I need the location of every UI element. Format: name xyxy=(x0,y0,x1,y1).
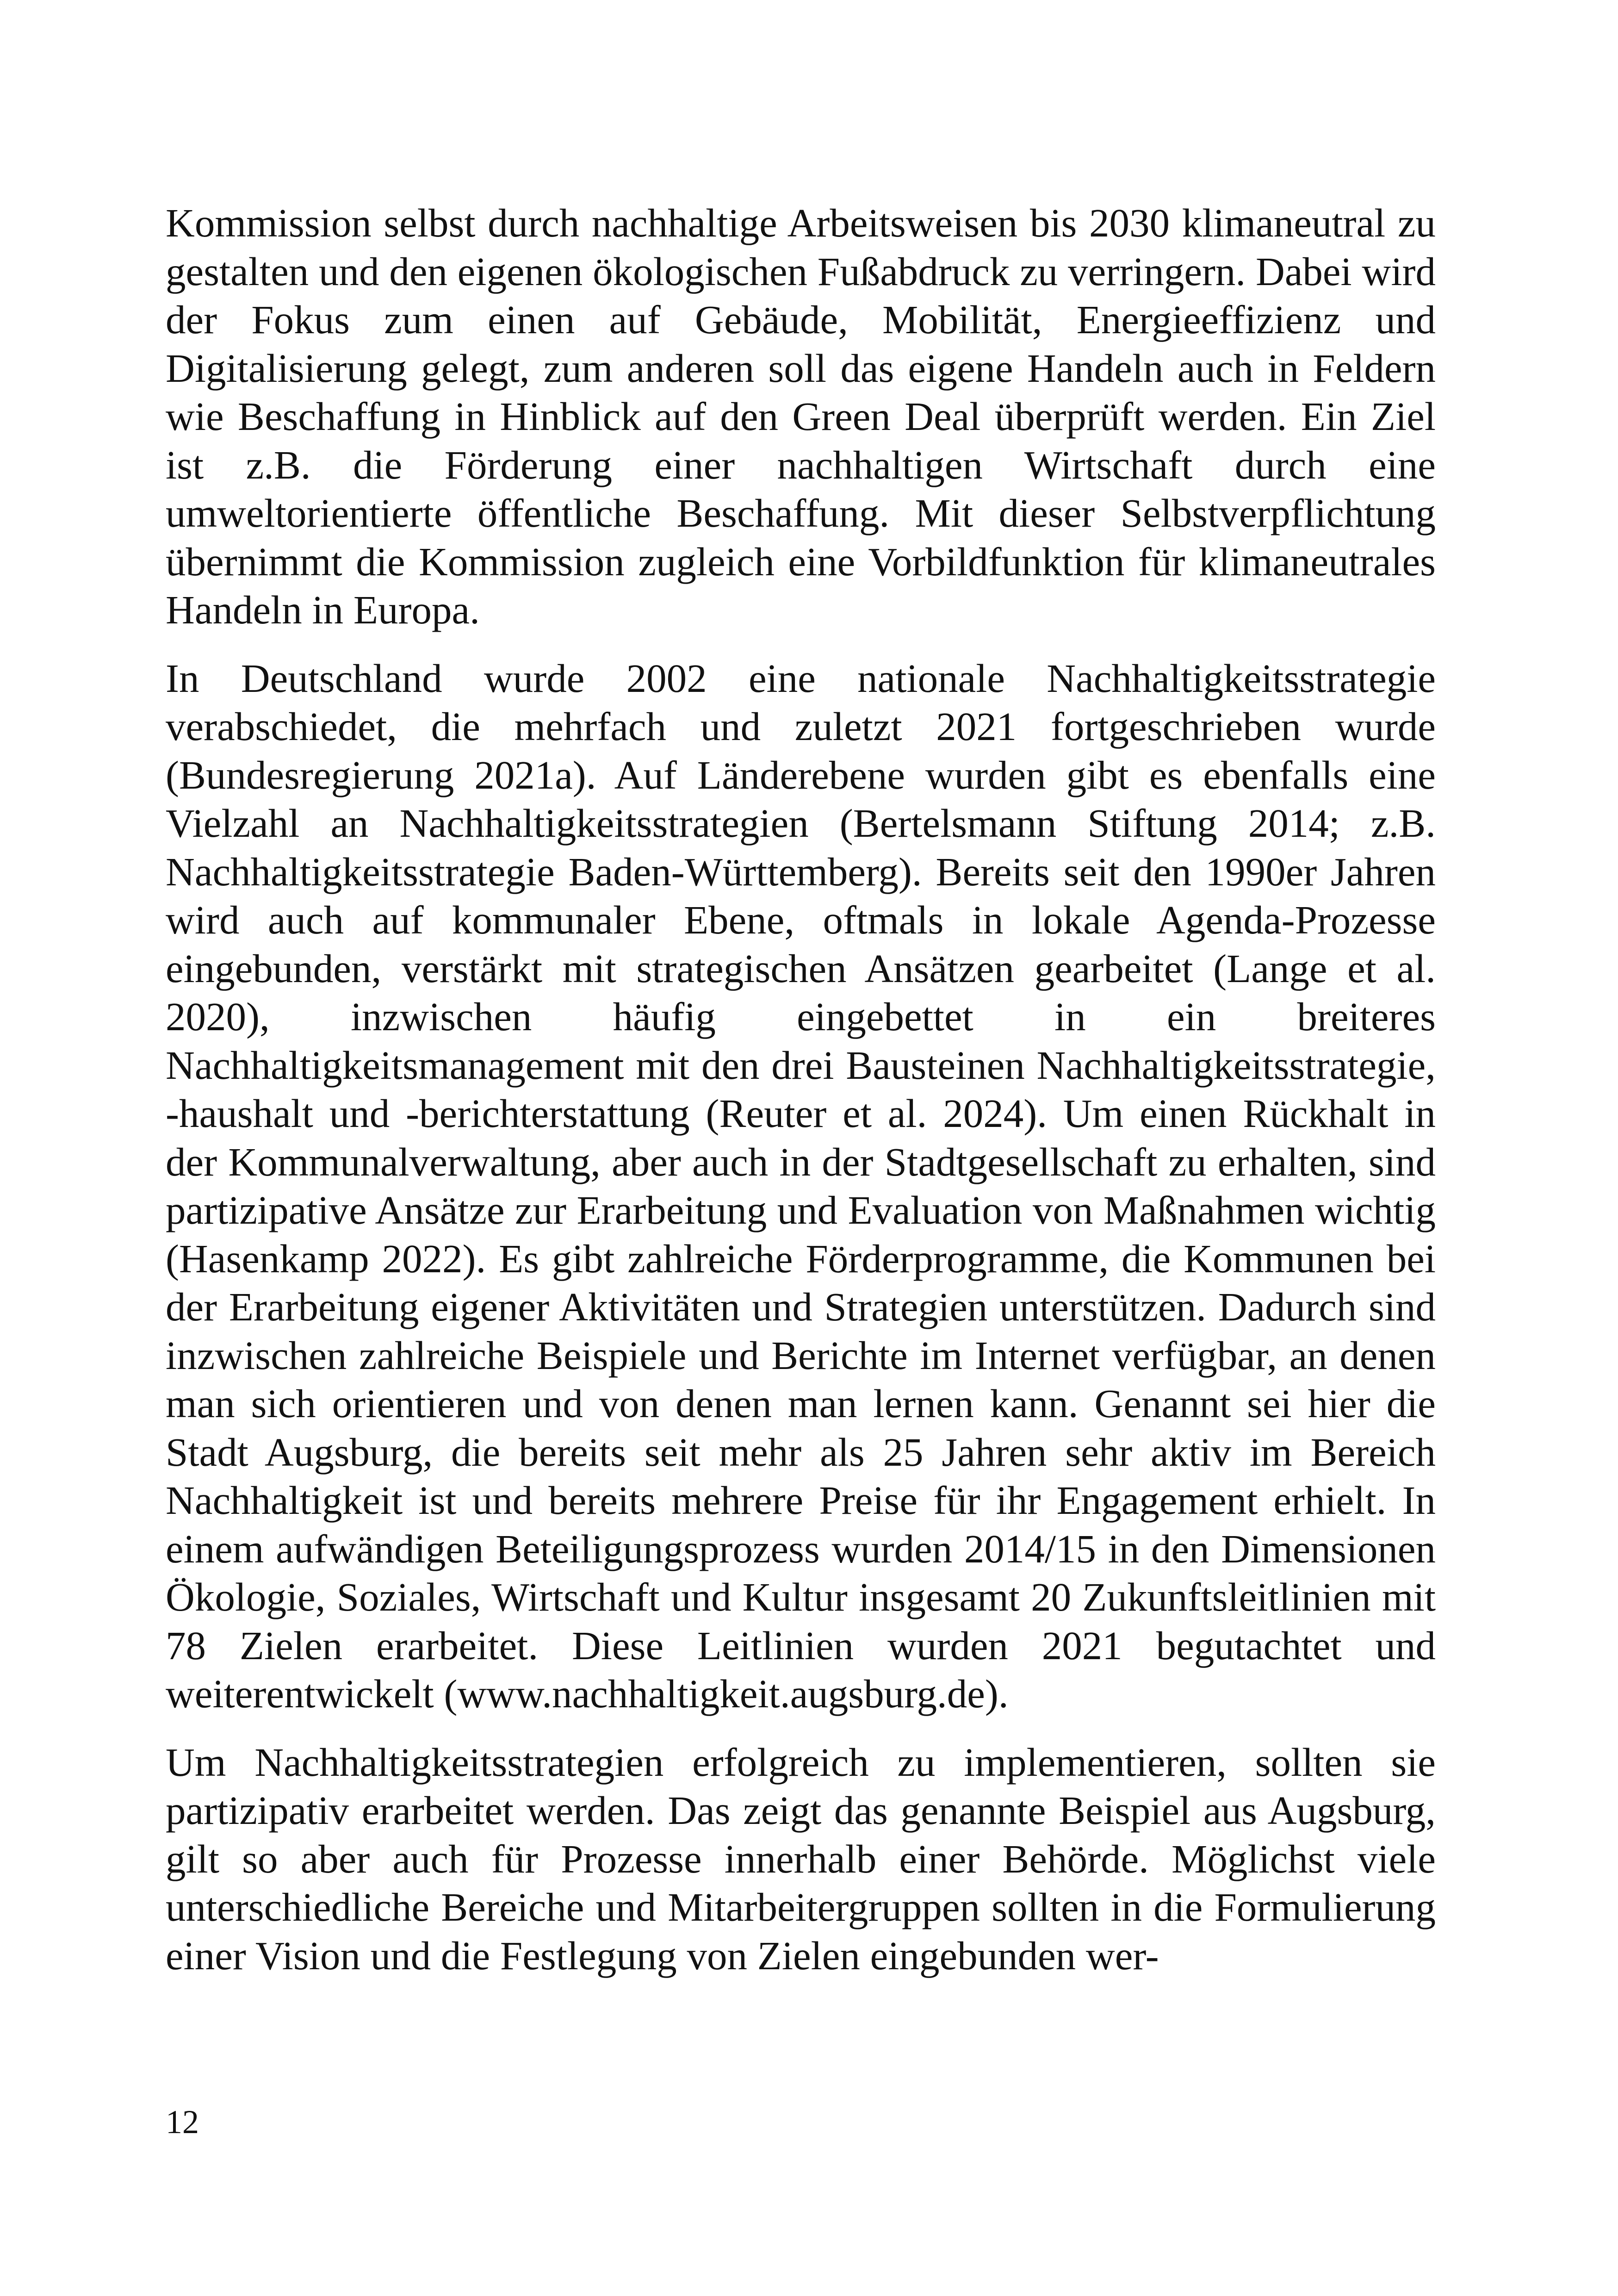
paragraph-germany-strategy: In Deutschland wurde 2002 eine nationale Nachhaltigkeitsstrategie verabschiedet, die mehrfach und zuletzt 2021 fortgeschrieben wurde (Bundesregierung 2021a). Auf Länderebene wurden gibt es ebenfalls eine Vielzahl an Nachhaltigkeitsstrategien (Bertelsmann Stiftung 2014; z.B. Nachhaltigkeitsstrategie Baden-Württemberg). Bereits seit den 1990er Jahren wird auch auf kommunaler Ebene, oftmals in lokale Agenda-Prozesse eingebunden, verstärkt mit strategischen Ansätzen gearbeitet (Lange et al. 2020), inzwischen häufig eingebettet in ein breiteres Nachhaltigkeitsmanagement mit den drei Bausteinen Nachhaltigkeitsstrategie, -haushalt und -berichterstattung (Reuter et al. 2024). Um einen Rückhalt in der Kommunalverwaltung, aber auch in der Stadtgesellschaft zu erhalten, sind partizipative Ansätze zur Erarbeitung und Evaluation von Maßnahmen wichtig (Hasenkamp 2022). Es gibt zahlreiche Förderprogramme, die Kommunen bei der Erarbeitung eigener Aktivitäten und Strategien unterstützen. Dadurch sind inzwischen zahlreiche Beispiele und Berichte im Internet verfügbar, an denen man sich orientieren und von denen man lernen kann. Genannt sei hier die Stadt Augsburg, die bereits seit mehr als 25 Jahren sehr aktiv im Bereich Nachhaltigkeit ist und bereits mehrere Preise für ihr Engagement erhielt. In einem aufwändigen Beteiligungsprozess wurden 2014/15 in den Dimensionen Ökologie, Soziales, Wirtschaft und Kultur insgesamt 20 Zukunftsleitlinien mit 78 Zielen erarbeitet. Diese Leitlinien wurden 2021 begutachtet und weiterentwickelt (www.nachhaltigkeit.augsburg.de). xyxy=(166,655,1436,1716)
page-number: 12 xyxy=(166,2103,199,2140)
paragraph-participatory-implementation: Um Nachhaltigkeitsstrategien erfolgreich zu implementieren, sollten sie partizipativ erarbeitet werden. Das zeigt das genannte Beispiel aus Augsburg, gilt so aber auch für Prozesse innerhalb einer Behörde. Möglichst viele unterschiedliche Bereiche und Mitarbeitergruppen sollten in die Formulierung einer Vision und die Festlegung von Zielen eingebunden wer- xyxy=(166,1739,1436,1978)
paragraph-eu-commission: Kommission selbst durch nachhaltige Arbeitsweisen bis 2030 klimaneutral zu gestalten und den eigenen ökologischen Fußabdruck zu verringern. Dabei wird der Fokus zum einen auf Gebäude, Mobilität, Energieeffizienz und Digitalisierung gelegt, zum anderen soll das eigene Handeln auch in Feldern wie Beschaffung in Hinblick auf den Green Deal überprüft werden. Ein Ziel ist z.B. die Förderung einer nachhaltigen Wirtschaft durch eine umweltorientierte öffentliche Beschaffung. Mit dieser Selbstverpflichtung übernimmt die Kommission zugleich eine Vorbildfunktion für klimaneutrales Handeln in Europa. xyxy=(166,200,1436,632)
body-text xyxy=(166,199,1436,1980)
